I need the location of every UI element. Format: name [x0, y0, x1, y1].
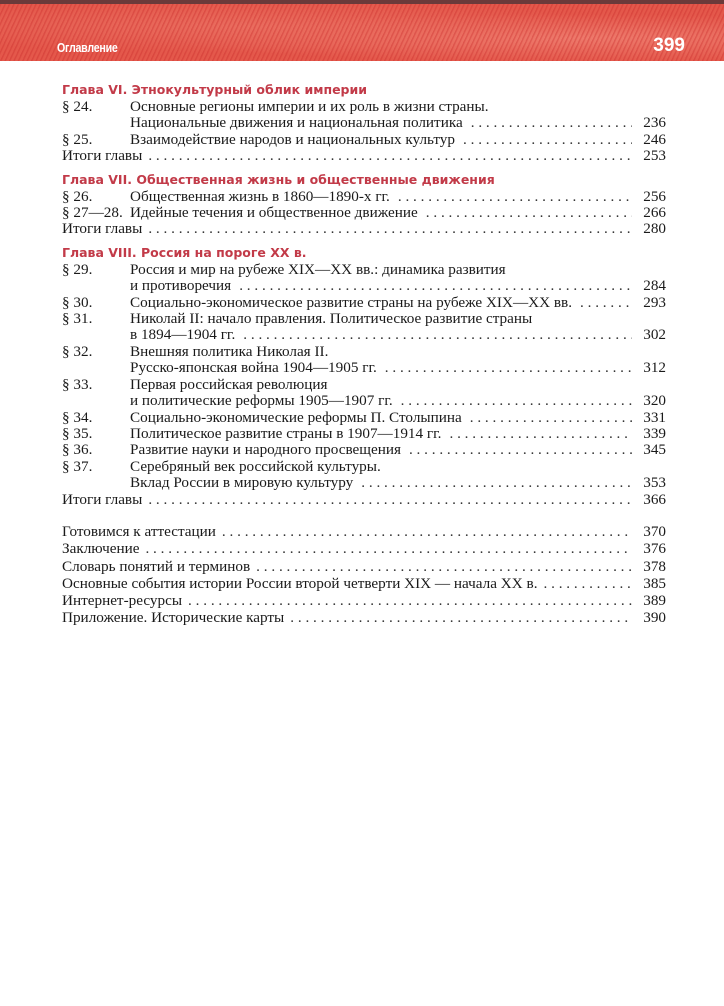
- entry-page: 253: [643, 147, 666, 165]
- entry-title: Интернет-ресурсы: [62, 592, 183, 610]
- summary-label: Итоги главы: [62, 220, 143, 238]
- dot-leader: [580, 295, 632, 311]
- entry-page: 389: [643, 592, 666, 610]
- dot-leader: [544, 575, 633, 592]
- section-title: Оглавление: [57, 40, 118, 55]
- paragraph-number: § 31.: [62, 310, 93, 328]
- dot-leader: [401, 393, 632, 409]
- dot-leader: [361, 475, 632, 491]
- entry-page: 266: [643, 204, 666, 222]
- entry-title: Россия и мир на рубеже XIX—XX вв.: динамика развития: [130, 260, 506, 278]
- entry-title: Основные регионы империи и их роль в жизни страны.: [130, 98, 489, 115]
- dot-leader: [290, 609, 632, 626]
- entry-title: Социально-экономические реформы П. Столыпина: [130, 408, 462, 426]
- entry-title: Внешняя политика Николая II.: [130, 342, 329, 360]
- backmatter-entry[interactable]: [62, 609, 666, 626]
- entry-title: Социально-экономическое развитие страны на рубеже XIX—XX вв.: [130, 293, 573, 311]
- entry-page: 293: [643, 293, 666, 311]
- entry-title: Политическое развитие страны в 1907—1914 гг.: [130, 424, 442, 442]
- entry-page: 236: [643, 114, 666, 132]
- dot-leader: [409, 442, 632, 458]
- dot-leader: [239, 278, 632, 294]
- entry-page: 378: [643, 557, 666, 575]
- entry-title: Национальные движения и национальная политика: [130, 114, 463, 132]
- entry-page: 385: [643, 574, 666, 592]
- paragraph-number: § 27—28.: [62, 204, 123, 222]
- entry-page: 312: [643, 359, 666, 377]
- entry-page: 320: [643, 392, 666, 410]
- chapter-8: [62, 243, 666, 508]
- chapter-title[interactable]: Глава VI. Этнокультурный облик империи: [62, 82, 368, 97]
- dot-leader: [471, 115, 632, 131]
- dot-leader: [256, 558, 632, 575]
- toc-entry[interactable]: [62, 426, 666, 442]
- entry-page: 339: [643, 424, 666, 442]
- toc-entry[interactable]: [62, 205, 666, 221]
- entry-title: в 1894—1904 гг.: [130, 326, 236, 344]
- toc-entry[interactable]: [62, 344, 666, 377]
- entry-title: Серебряный век российской культуры.: [130, 457, 381, 475]
- entry-page: 284: [643, 277, 666, 295]
- paragraph-number: § 36.: [62, 441, 93, 459]
- entry-title: Общественная жизнь в 1860—1890-х гг.: [130, 187, 390, 205]
- paragraph-number: § 34.: [62, 408, 93, 426]
- entry-title: Николай II: начало правления. Политическое развитие страны: [130, 310, 533, 328]
- entry-page: 390: [643, 609, 666, 627]
- entry-page: 353: [643, 474, 666, 492]
- toc-entry[interactable]: [62, 189, 666, 205]
- chapter-6: [62, 80, 666, 165]
- toc-entry[interactable]: [62, 295, 666, 311]
- summary-label: Итоги главы: [62, 490, 143, 508]
- dot-leader: [470, 410, 632, 426]
- dot-leader: [148, 148, 632, 164]
- paragraph-number: § 25.: [62, 130, 93, 148]
- dot-leader: [243, 327, 632, 343]
- entry-page: 280: [643, 220, 666, 238]
- toc-entry[interactable]: [62, 132, 666, 148]
- entry-title: Идейные течения и общественное движение: [130, 204, 418, 222]
- paragraph-number: § 30.: [62, 293, 93, 311]
- backmatter-entry[interactable]: [62, 523, 666, 540]
- dot-leader: [449, 426, 632, 442]
- entry-title: Словарь понятий и терминов: [62, 557, 251, 575]
- entry-title: Русско-японская война 1904—1905 гг.: [130, 359, 377, 377]
- backmatter-entry[interactable]: [62, 592, 666, 609]
- chapter-7: [62, 170, 666, 238]
- dot-leader: [426, 205, 632, 221]
- entry-title: Заключение: [62, 540, 140, 558]
- entry-page: 302: [643, 326, 666, 344]
- toc-entry[interactable]: [62, 377, 666, 410]
- paragraph-number: § 33.: [62, 375, 93, 393]
- entry-title: и противоречия: [130, 277, 232, 295]
- page-header-banner: [0, 0, 724, 61]
- entry-title: Вклад России в мировую культуру: [130, 474, 354, 492]
- chapter-summary-entry[interactable]: [62, 492, 666, 508]
- toc-entry[interactable]: [62, 459, 666, 492]
- paragraph-number: § 32.: [62, 342, 93, 360]
- entry-page: 345: [643, 441, 666, 459]
- entry-page: 370: [643, 522, 666, 540]
- entry-page: 376: [643, 540, 666, 558]
- table-of-contents: [62, 80, 666, 627]
- toc-entry[interactable]: [62, 410, 666, 426]
- entry-page: 366: [643, 490, 666, 508]
- toc-entry[interactable]: [62, 99, 666, 132]
- dot-leader: [188, 592, 632, 609]
- entry-page: 331: [643, 408, 666, 426]
- backmatter-list: [62, 523, 666, 627]
- chapter-title[interactable]: Глава VII. Общественная жизнь и общественные движения: [62, 171, 495, 187]
- dot-leader: [148, 492, 632, 508]
- dot-leader: [463, 132, 632, 148]
- chapter-summary-entry[interactable]: [62, 221, 666, 237]
- toc-entry[interactable]: [62, 442, 666, 458]
- dot-leader: [385, 360, 632, 376]
- toc-entry[interactable]: [62, 262, 666, 295]
- entry-title: Приложение. Исторические карты: [62, 609, 285, 627]
- chapter-title[interactable]: Глава VIII. Россия на пороге XX в.: [62, 244, 307, 260]
- dot-leader: [398, 189, 632, 205]
- entry-page: 256: [643, 187, 666, 205]
- page-number: 399: [653, 35, 685, 56]
- backmatter-entry[interactable]: [62, 558, 666, 575]
- paragraph-number: § 24.: [62, 98, 93, 115]
- dot-leader: [222, 523, 632, 540]
- entry-title: Взаимодействие народов и национальных культур: [130, 130, 455, 148]
- paragraph-number: § 37.: [62, 457, 93, 475]
- backmatter-entry[interactable]: [62, 540, 666, 557]
- paragraph-number: § 29.: [62, 260, 93, 278]
- paragraph-number: § 35.: [62, 424, 93, 442]
- backmatter-entry[interactable]: [62, 575, 666, 592]
- entry-title: Первая российская революция: [130, 375, 328, 393]
- entry-title: Готовимся к аттестации: [62, 522, 216, 540]
- dot-leader: [148, 221, 632, 237]
- chapter-summary-entry[interactable]: [62, 148, 666, 164]
- entry-title: и политические реформы 1905—1907 гг.: [130, 392, 393, 410]
- toc-entry[interactable]: [62, 311, 666, 344]
- entry-title: Развитие науки и народного просвещения: [130, 441, 401, 459]
- entry-page: 246: [643, 130, 666, 148]
- paragraph-number: § 26.: [62, 187, 93, 205]
- entry-title: Основные события истории России второй четверти XIX — начала XX в.: [62, 574, 538, 592]
- summary-label: Итоги главы: [62, 147, 143, 165]
- dot-leader: [145, 540, 632, 557]
